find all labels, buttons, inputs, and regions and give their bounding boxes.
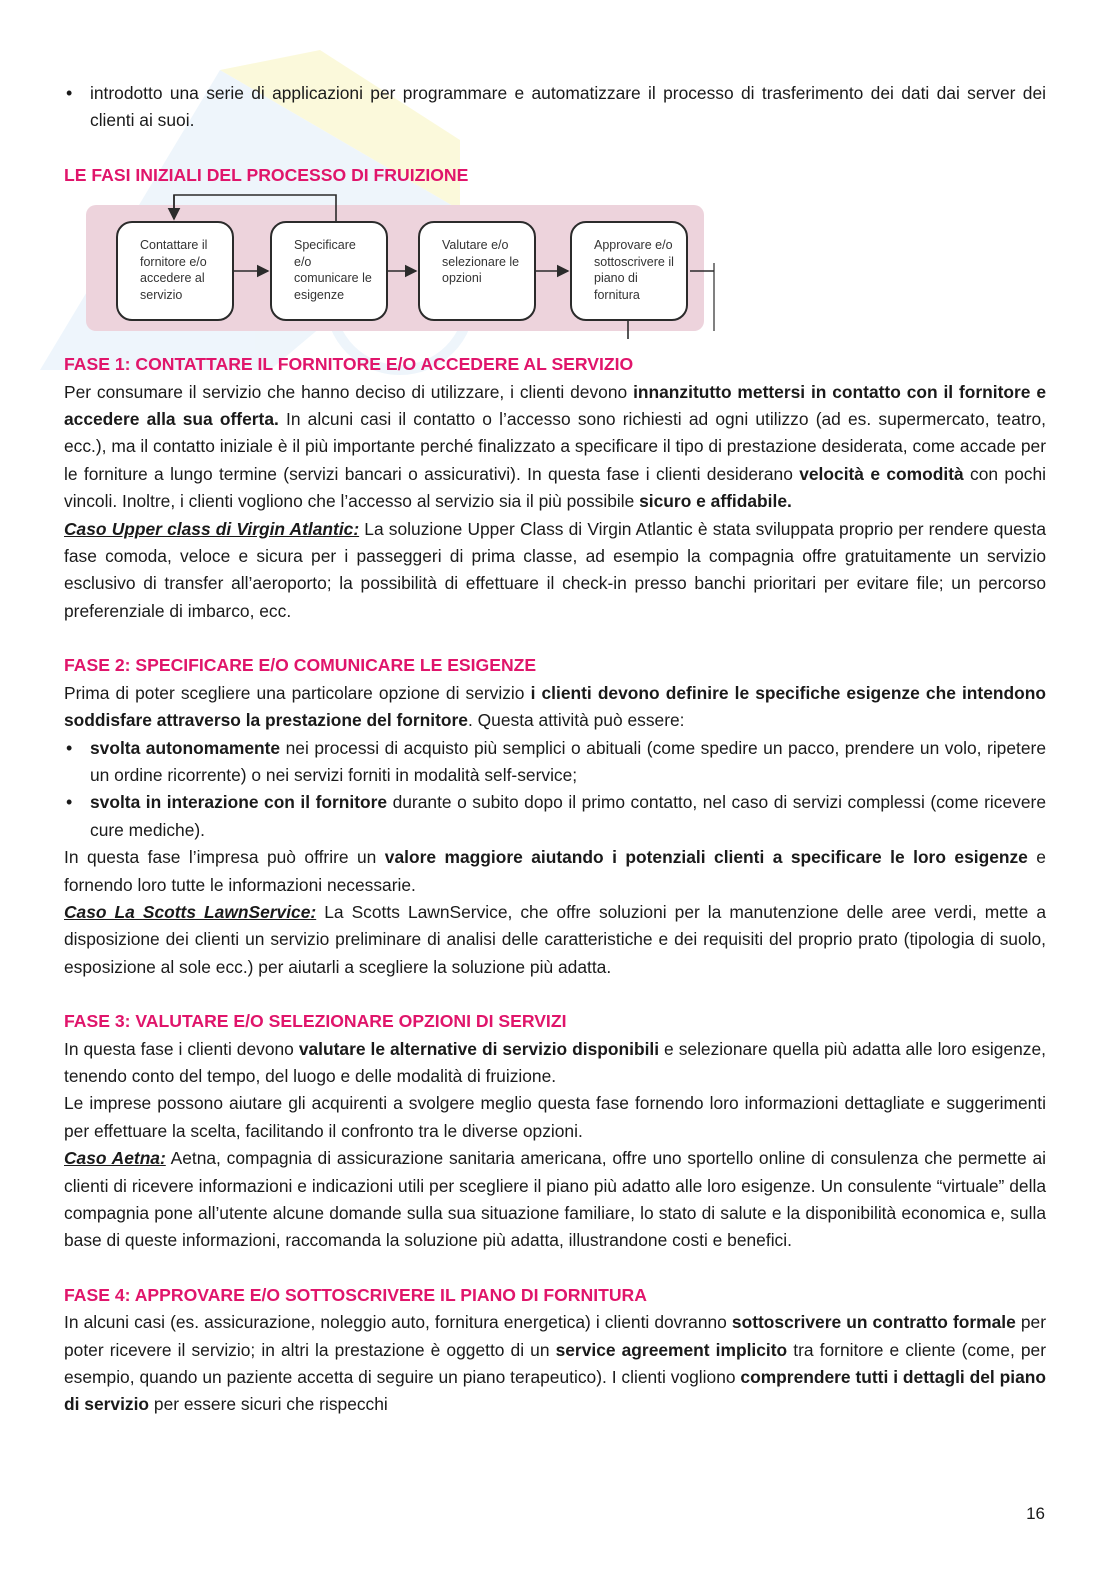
fase2-paragraph: Prima di poter scegliere una particolare opzione di servizio i clienti devono definire le specifiche esigenze che intendono soddisfare attraverso la prestazione del fornitore. Questa attività può essere:: [64, 682, 1046, 731]
fase1-heading: FASE 1: CONTATTARE IL FORNITORE E/O ACCEDERE AL SERVIZIO: [64, 354, 634, 375]
fase3-case-label: Caso Aetna:: [64, 1148, 166, 1169]
process-diagram: [86, 191, 746, 341]
fase2-case-label: Caso La Scotts LawnService:: [64, 901, 317, 922]
diagram-step-4: Approvare e/o sottoscrivere il piano di fornitura: [570, 221, 688, 321]
page-number: 16: [1026, 1504, 1045, 1523]
fase2-bullet-1: • svolta autonomamente nei processi di acquisto più semplici o abituali (come spedire un pacco, prendere un volo, ripetere un ordine ricorrente) o nei servizi forniti in modalità self-service;: [64, 735, 1046, 790]
fase3-paragraph-2: Le imprese possono aiutare gli acquirenti a svolgere meglio questa fase fornendo loro informazioni dettagliate e suggerimenti per effettuare la scelta, facilitando il confronto tra le diverse opzioni.: [64, 1093, 1046, 1141]
fase2-case: Caso La Scotts LawnService: La Scotts LawnService, che offre soluzioni per la manutenzione delle aree verdi, mette a disposizione dei clienti un servizio preliminare di analisi delle caratteristiche e dei requisiti del proprio prato (tipologia di suolo, esposizione al sole ecc.) per aiutarli a scegliere la soluzione più adatta.: [64, 901, 1047, 977]
fase1-case-label: Caso Upper class di Virgin Atlantic:: [64, 518, 360, 539]
fase2-paragraph-2: In questa fase l’impresa può offrire un valore maggiore aiutando i potenziali clienti a specificare le loro esigenze e fornendo loro tutte le informazioni necessarie.: [64, 847, 1046, 895]
fase3-heading: FASE 3: VALUTARE E/O SELEZIONARE OPZIONI DI SERVIZI: [64, 1011, 567, 1032]
fase3-paragraph: In questa fase i clienti devono valutare le alternative di servizio disponibili e selezionare quella più adatta alle loro esigenze, tenendo conto del tempo, del luogo e delle modalità di fruizione.: [64, 1038, 1046, 1086]
fase3-case: Caso Aetna: Aetna, compagnia di assicurazione sanitaria americana, offre uno sportello online di consulenza che permette ai clienti di ricevere informazioni e indicazioni utili per scegliere il piano più adatto alle loro esigenze. Un consulente “virtuale” della compagnia pone all’utente alcune domande sulla sua situazione familiare, lo stato di salute e la disponibilità economica e, sulla base di queste informazioni, raccomanda la soluzione più adatta, illustrandone costi e benefici.: [64, 1148, 1046, 1251]
fase2-bullet-2: • svolta in interazione con il fornitore durante o subito dopo il primo contatto, nel caso di servizi complessi (come ricevere cure mediche).: [64, 789, 1046, 844]
intro-bullet: • introdotto una serie di applicazioni per programmare e automatizzare il processo di trasferimento dei dati dai server dei clienti ai suoi.: [64, 80, 1046, 135]
diagram-title: LE FASI INIZIALI DEL PROCESSO DI FRUIZIONE: [64, 164, 469, 185]
diagram-step-2: Specificare e/o comunicare le esigenze: [270, 221, 388, 321]
fase4-paragraph: In alcuni casi (es. assicurazione, noleggio auto, fornitura energetica) i clienti dovranno sottoscrivere un contratto formale per poter ricevere il servizio; in altri la prestazione è oggetto di un service agreement implicito tra fornitore e cliente (come, per esempio, quando un paziente accetta di seguire un piano terapeutico). I clienti vogliono comprendere tutti i dettagli del piano di servizio per essere sicuri che rispecchi: [64, 1312, 1047, 1415]
fase2-heading: FASE 2: SPECIFICARE E/O COMUNICARE LE ESIGENZE: [64, 655, 537, 676]
diagram-step-3: Valutare e/o selezionare le opzioni: [418, 221, 536, 321]
fase1-paragraph: Per consumare il servizio che hanno deciso di utilizzare, i clienti devono innanzitutto mettersi in contatto con il fornitore e accedere alla sua offerta. In alcuni casi il contatto o l’accesso sono richiesti ad ogni utilizzo (ad es. supermercato, teatro, ecc.), ma il contatto iniziale è il più importante perché finalizzato a specificare il tipo di prestazione desiderata, come accade per le forniture a lungo termine (servizi bancari o assicurativi). In questa fase i clienti desiderano velocità e comodità con pochi vincoli. Inoltre, i clienti vogliono che l’accesso al servizio sia il più possibile sicuro e affidabile.: [64, 381, 1047, 512]
fase4-heading: FASE 4: APPROVARE E/O SOTTOSCRIVERE IL PIANO DI FORNITURA: [64, 1284, 647, 1305]
fase1-case: Caso Upper class di Virgin Atlantic: La soluzione Upper Class di Virgin Atlantic è stata sviluppata proprio per rendere questa fase comoda, veloce e sicura per i passeggeri di prima classe, ad esempio la compagnia offre gratuitamente un servizio esclusivo di transfer all’aeroporto; la possibilità di effettuare il check-in presso banchi prioritari per evitare file; un percorso preferenziale di imbarco, ecc.: [64, 518, 1046, 621]
diagram-step-1: Contattare il fornitore e/o accedere al servizio: [116, 221, 234, 321]
